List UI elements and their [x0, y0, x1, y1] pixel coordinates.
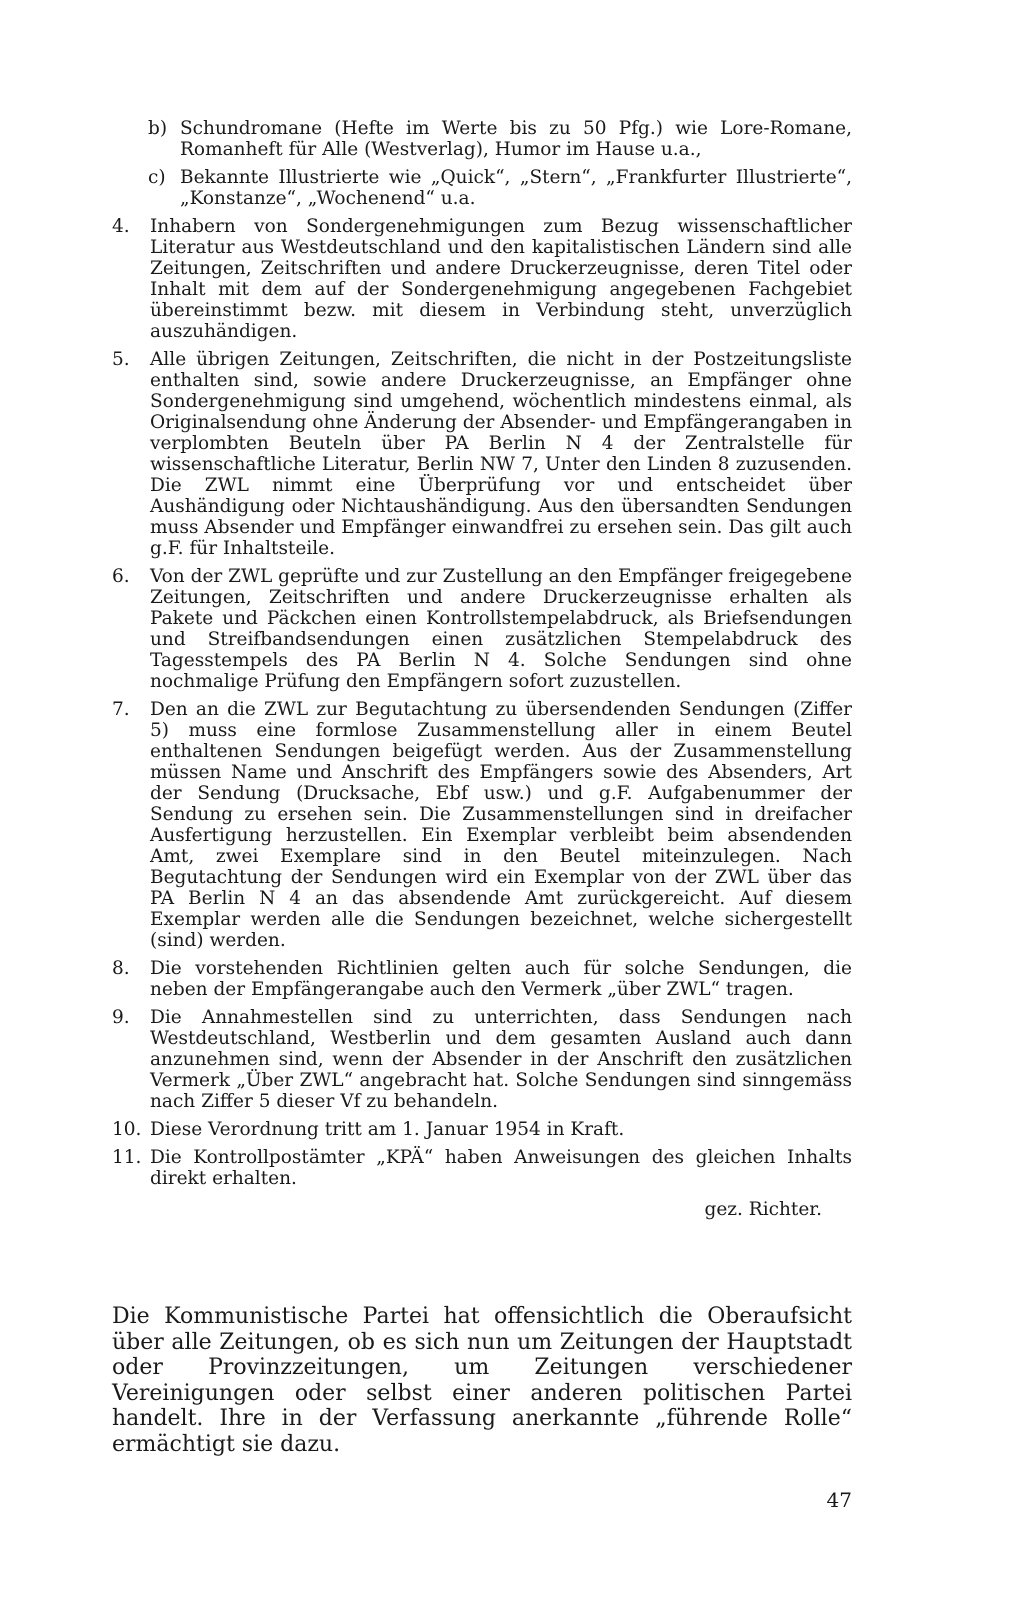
sub-item-text: Schundromane (Hefte im Werte bis zu 50 Pfg.) wie Lore-Romane, Romanheft für Alle (Westverlag), Humor im Hause u.a.,: [180, 118, 852, 160]
item-number: 4.: [112, 216, 130, 237]
item-9: [112, 1007, 852, 1112]
page-number: 47: [826, 1488, 852, 1512]
item-8: [112, 958, 852, 1000]
item-text: Den an die ZWL zur Begutachtung zu übersendenden Sendungen (Ziffer 5) muss eine formlose Zusammenstellung aller in einem Beutel enthaltenen Sendungen beigefügt werden. Aus der Zusammenstellung müssen Name und Anschrift des Empfängers sowie des Absenders, Art der Sendung (Drucksache, Ebf usw.) und g.F. Aufgabenummer der Sendung zu ersehen sein. Die Zusammenstellungen sind in dreifacher Ausfertigung herzustellen. Ein Exemplar verbleibt beim absendenden Amt, zwei Exemplare sind in den Beutel miteinzulegen. Nach Begutachtung der Sendungen wird ein Exemplar von der ZWL über das PA Berlin N 4 an das absendende Amt zurückgereicht. Auf diesem Exemplar werden alle die Sendungen bezeichnet, welche sichergestellt (sind) werden.: [150, 699, 852, 951]
sub-item-label: c): [148, 167, 166, 188]
item-text: Die Kontrollpostämter „KPÄ“ haben Anweisungen des gleichen Inhalts direkt erhalten.: [150, 1147, 852, 1189]
item-text: Alle übrigen Zeitungen, Zeitschriften, die nicht in der Postzeitungsliste enthalten sind, sowie andere Druckerzeugnisse, an Empfänger ohne Sondergenehmigung sind umgehend, wöchentlich mindestens einmal, als Originalsendung ohne Änderung der Absender- und Empfängerangaben in verplombten Beuteln über PA Berlin N 4 der Zentralstelle für wissenschaftliche Literatur, Berlin NW 7, Unter den Linden 8 zuzusenden. Die ZWL nimmt eine Überprüfung vor und entscheidet über Aushändigung oder Nichtaushändigung. Aus den übersandten Sendungen muss Absender und Empfänger einwandfrei zu ersehen sein. Das gilt auch g.F. für Inhaltsteile.: [150, 349, 852, 559]
item-number: 8.: [112, 958, 130, 979]
item-6: [112, 566, 852, 692]
item-5: [112, 349, 852, 559]
item-10: [112, 1119, 852, 1140]
item-number: 10.: [112, 1119, 142, 1140]
sub-item-text: Bekannte Illustrierte wie „Quick“, „Stern“, „Frankfurter Illustrierte“, „Konstanze“, „Wochenend“ u.a.: [180, 167, 852, 209]
item-number: 5.: [112, 349, 130, 370]
item-number: 6.: [112, 566, 130, 587]
item-text: Die vorstehenden Richtlinien gelten auch für solche Sendungen, die neben der Empfängerangabe auch den Vermerk „über ZWL“ tragen.: [150, 958, 852, 1000]
sub-item-b: [148, 118, 852, 160]
body-paragraph: Die Kommunistische Partei hat offensichtlich die Oberaufsicht über alle Zeitungen, ob es sich nun um Zeitungen der Hauptstadt oder Provinzzeitungen, um Zeitungen verschiedener Vereinigungen oder selbst einer anderen politischen Partei handelt. Ihre in der Verfassung anerkannte „führende Rolle“ ermächtigt sie dazu.: [112, 1304, 852, 1457]
item-number: 9.: [112, 1007, 130, 1028]
item-text: Diese Verordnung tritt am 1. Januar 1954 in Kraft.: [150, 1119, 625, 1140]
item-7: [112, 699, 852, 951]
item-text: Inhabern von Sondergenehmigungen zum Bezug wissenschaftlicher Literatur aus Westdeutschland und den kapitalistischen Ländern sind alle Zeitungen, Zeitschriften und andere Druckerzeugnisse, deren Titel oder Inhalt mit dem auf der Sondergenehmigung angegebenen Fachgebiet übereinstimmt bezw. mit diesem in Verbindung steht, unverzüglich auszuhändigen.: [150, 216, 852, 342]
item-number: 11.: [112, 1147, 142, 1168]
sub-item-c: [148, 167, 852, 209]
item-number: 7.: [112, 699, 130, 720]
item-text: Von der ZWL geprüfte und zur Zustellung an den Empfänger freigegebene Zeitungen, Zeitschriften und andere Druckerzeugnisse erhalten als Pakete und Päckchen einen Kontrollstempelabdruck, als Briefsendungen und Streifbandsendungen einen zusätzlichen Stempelabdruck des Tagesstempels des PA Berlin N 4. Solche Sendungen sind ohne nochmalige Prüfung den Empfängern sofort zuzustellen.: [150, 566, 853, 692]
item-11: [112, 1147, 852, 1189]
regulation-list: [112, 118, 852, 1220]
item-text: Die Annahmestellen sind zu unterrichten, dass Sendungen nach Westdeutschland, Westberlin und dem gesamten Ausland auch dann anzunehmen sind, wenn der Absender in der Anschrift den zusätzlichen Vermerk „Über ZWL“ angebracht hat. Solche Sendungen sind sinngemäss nach Ziffer 5 dieser Vf zu behandeln.: [150, 1007, 852, 1112]
signature: gez. Richter.: [704, 1199, 822, 1220]
item-4: [112, 216, 852, 342]
sub-item-label: b): [148, 118, 168, 139]
